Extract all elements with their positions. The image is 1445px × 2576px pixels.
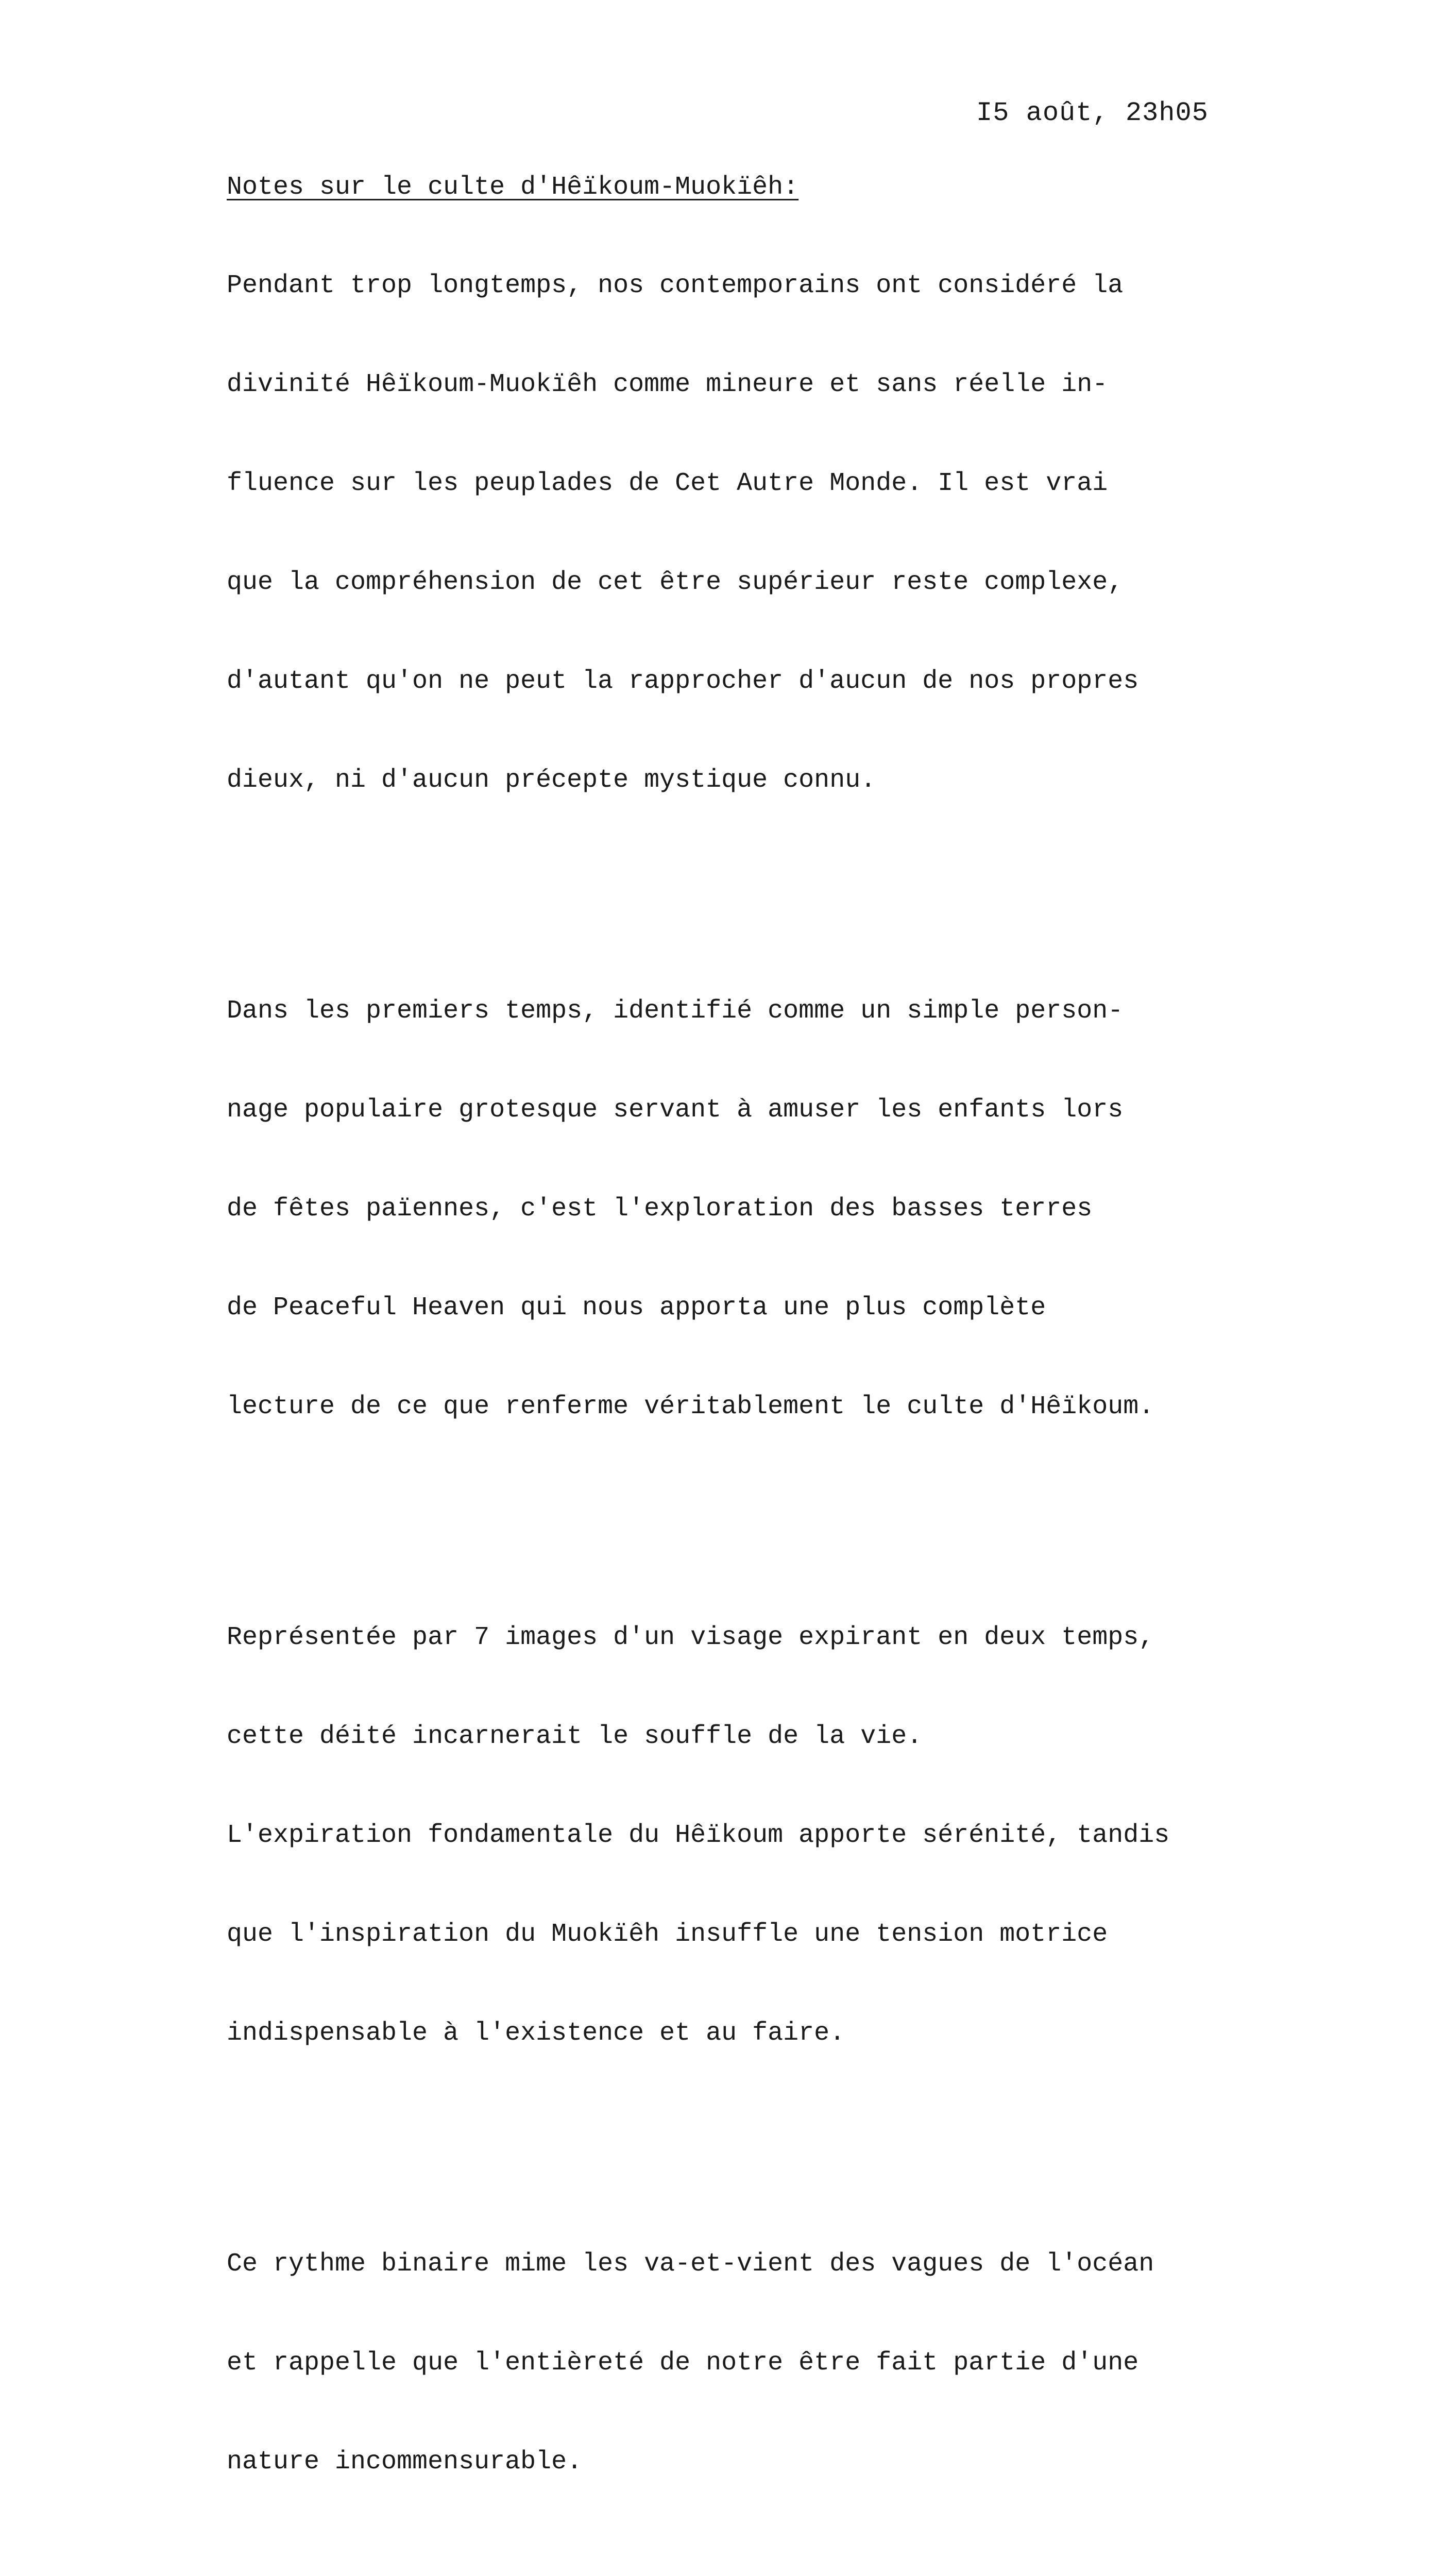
paragraph-2: [227, 929, 1308, 1489]
text-line: L'expiration fondamentale du Hêïkoum apporte sérénité, tandis: [227, 1821, 1170, 1850]
paragraph-1: [227, 204, 1308, 863]
text-line: d'autant qu'on ne peut la rapprocher d'aucun de nos propres: [227, 667, 1139, 696]
paragraph-3: [227, 1555, 1308, 2116]
text-line: de Peaceful Heaven qui nous apporta une plus complète: [227, 1293, 1046, 1323]
date-header: I5 août, 23h05: [976, 98, 1209, 128]
text-line: de fêtes païennes, c'est l'exploration des basses terres: [227, 1194, 1093, 1224]
text-line: fluence sur les peuplades de Cet Autre Monde. Il est vrai: [227, 469, 1108, 498]
text-line: que l'inspiration du Muokïêh insuffle une tension motrice: [227, 1920, 1108, 1949]
text-line: Pendant trop longtemps, nos contemporains ont considéré la: [227, 271, 1124, 300]
paragraph-4: [227, 2182, 1308, 2545]
text-line: nage populaire grotesque servant à amuser les enfants lors: [227, 1095, 1124, 1125]
text-line: et rappelle que l'entièreté de notre être fait partie d'une: [227, 2348, 1139, 2378]
text-line: indispensable à l'existence et au faire.: [227, 2019, 845, 2048]
text-line: lecture de ce que renferme véritablement le culte d'Hêïkoum.: [227, 1392, 1154, 1421]
text-line: Ce rythme binaire mime les va-et-vient des vagues de l'océan: [227, 2249, 1154, 2279]
text-line: nature incommensurable.: [227, 2447, 583, 2477]
text-line: que la compréhension de cet être supérieur reste complexe,: [227, 568, 1124, 597]
document-heading: Notes sur le culte d'Hêïkoum-Muokïêh:: [227, 173, 799, 202]
text-line: Dans les premiers temps, identifié comme un simple person-: [227, 996, 1124, 1026]
text-line: dieux, ni d'aucun précepte mystique connu.: [227, 766, 876, 795]
document-body: [227, 204, 1308, 2576]
text-line: divinité Hêïkoum-Muokïêh comme mineure et sans réelle in-: [227, 370, 1108, 399]
text-line: cette déité incarnerait le souffle de la vie.: [227, 1722, 923, 1751]
text-line: Représentée par 7 images d'un visage expirant en deux temps,: [227, 1623, 1154, 1652]
